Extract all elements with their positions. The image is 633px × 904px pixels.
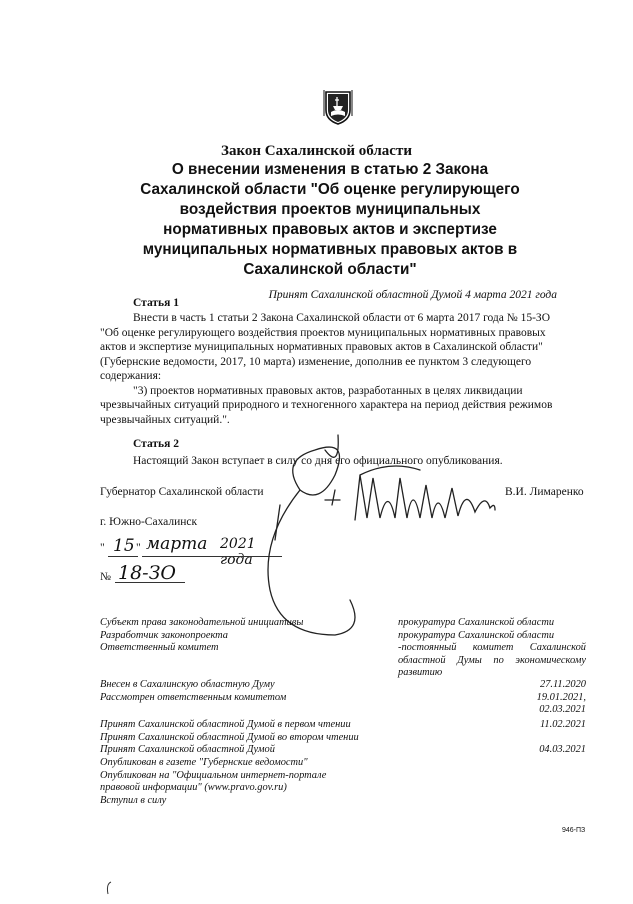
article1-line: "Об оценке регулирующего воздействия проектов муниципальных нормативных правовых <box>100 326 546 339</box>
article1-line: содержания: <box>100 370 162 382</box>
article1-body <box>100 311 590 427</box>
article1-line: "3) проектов нормативных правовых актов, разработанных в целях ликвидации <box>133 384 523 397</box>
history-value: 02.03.2021 <box>539 704 586 716</box>
article2-body: Настоящий Закон вступает в силу со дня его официального опубликования. <box>133 455 503 467</box>
detail-label: Ответственный комитет <box>100 642 219 654</box>
detail-value: -постоянный комитет Сахалинской областной Думы по экономическому развитию <box>398 642 586 679</box>
article1-line: Внести в часть 1 статьи 2 Закона Сахалинской области от 6 марта 2017 года № 15-ЗО <box>133 312 550 324</box>
details-values <box>398 617 586 680</box>
history-value: 04.03.2021 <box>539 743 586 755</box>
article1-line: чрезвычайных ситуаций.". <box>100 413 230 426</box>
pen-mark-icon <box>104 880 114 896</box>
city: г. Южно-Сахалинск <box>100 516 198 528</box>
date-underline <box>108 556 138 557</box>
detail-label: Субъект права законодательной инициативы <box>100 617 304 628</box>
law-title: Закон Сахалинской области <box>221 143 412 159</box>
number-underline <box>115 582 185 583</box>
history-label: Опубликован в газете "Губернские ведомости" <box>100 756 308 768</box>
detail-value: прокуратура Сахалинской области <box>398 617 555 628</box>
subtitle-line: воздействия проектов муниципальных <box>179 201 481 218</box>
history-label: Опубликован на "Официальном интернет-портале правовой информации" (www.pravo.gov.ru) <box>100 769 327 794</box>
history-label: Принят Сахалинской областной Думой в первом чтении <box>100 719 351 731</box>
details-labels <box>100 617 303 655</box>
law-number: 18-ЗО <box>118 562 177 584</box>
article2-heading: Статья 2 <box>133 438 179 450</box>
detail-label: Разработчик законопроекта <box>100 629 228 641</box>
coat-of-arms-icon <box>323 86 353 126</box>
date-month: марта <box>146 534 208 554</box>
history-label: Принят Сахалинской областной Думой во втором чтении <box>100 731 359 743</box>
subtitle-line: О внесении изменения в статью 2 Закона <box>171 161 489 178</box>
governor-name: В.И. Лимаренко <box>505 486 584 498</box>
subtitle-line: Сахалинской области "Об оценке регулирующего <box>140 181 520 198</box>
history-label: Вступил в силу <box>100 794 167 806</box>
subtitle-line: Сахалинской области" <box>243 261 417 278</box>
history-label: Принят Сахалинской областной Думой <box>100 744 275 756</box>
date-day: 15 <box>113 536 135 556</box>
subtitle-line: муниципальных нормативных правовых актов в <box>142 241 518 258</box>
article1-heading: Статья 1 <box>133 297 179 309</box>
article1-line: чрезвычайных ситуаций природного и техногенного характера на период действия режимов <box>100 399 553 411</box>
date-year: 2021 года <box>220 536 256 568</box>
date-close-quote: " <box>136 542 141 554</box>
article1-line: (Губернские ведомости, 2017, 10 марта) изменение, дополнив ее пунктом 3 следующего <box>100 355 532 368</box>
subtitle-line: нормативных правовых актов и экспертизе <box>163 221 497 238</box>
history-label: Рассмотрен ответственным комитетом <box>100 691 287 703</box>
number-label: № <box>100 571 111 583</box>
history-value: 27.11.2020 <box>540 679 586 690</box>
article1-line: актов и экспертизе муниципальных нормативных правовых актов в Сахалинской области" <box>100 341 543 353</box>
history-label: Внесен в Сахалинскую областную Думу <box>100 679 275 690</box>
history-labels <box>100 679 430 807</box>
history-value <box>480 731 586 744</box>
detail-value: прокуратура Сахалинской области <box>398 629 555 641</box>
law-subtitle <box>120 160 540 280</box>
history-values <box>480 679 586 757</box>
date-open-quote: " <box>100 542 105 554</box>
accepted-note: Принят Сахалинской областной Думой 4 марта 2021 года <box>268 289 557 301</box>
history-value: 19.01.2021, <box>536 691 586 703</box>
form-code: 946-ПЗ <box>562 827 586 834</box>
governor-position: Губернатор Сахалинской области <box>100 486 264 498</box>
history-value: 11.02.2021 <box>540 718 586 730</box>
